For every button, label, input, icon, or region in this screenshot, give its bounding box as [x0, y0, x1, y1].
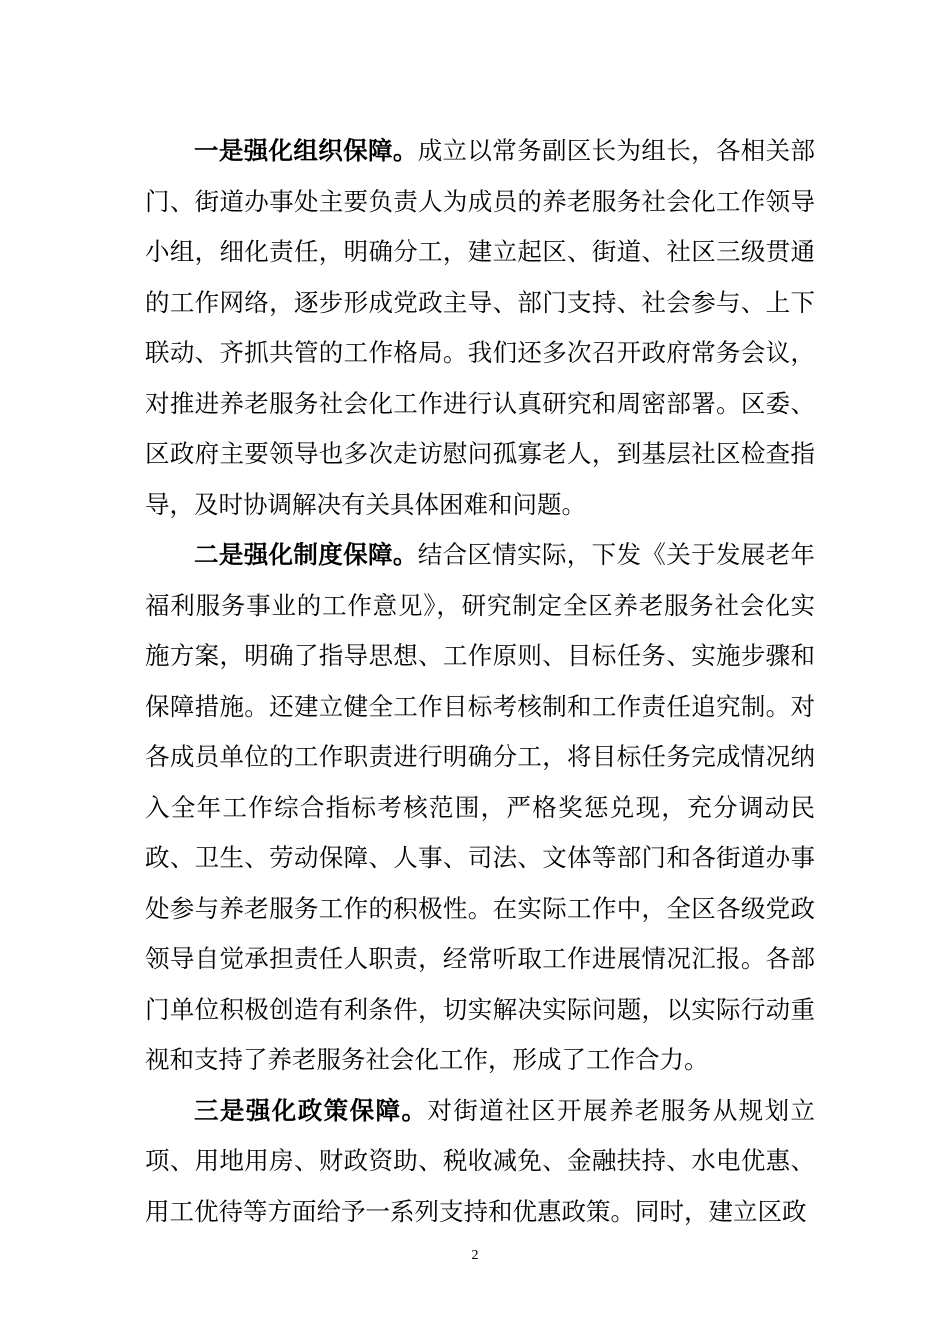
paragraph-system	[145, 530, 815, 1086]
paragraph-body: 对街道社区开展养老服务从规划立项、用地用房、财政资助、税收减免、金融扶持、水电优惠、用工优待等方面给予一系列支持和优惠政策。同时，建立区政	[145, 1095, 816, 1226]
paragraph-body: 成立以常务副区长为组长，各相关部门、街道办事处主要负责人为成员的养老服务社会化工作领导小组，细化责任，明确分工，建立起区、街道、社区三级贯通的工作网络，逐步形成党政主导、部门支持、社会参与、上下联动、齐抓共管的工作格局。我们还多次召开政府常务会议，对推进养老服务社会化工作进行认真研究和周密部署。区委、区政府主要领导也多次走访慰问孤寡老人，到基层社区检查指导，及时协调解决有关具体困难和问题。	[145, 136, 815, 519]
paragraph-lead: 三是强化政策保障。	[194, 1095, 428, 1125]
paragraph-lead: 二是强化制度保障。	[194, 540, 418, 569]
paragraph-policy	[145, 1086, 815, 1238]
page-number: 2	[471, 1248, 479, 1263]
paragraph-lead: 一是强化组织保障。	[194, 136, 418, 165]
paragraph-organization	[145, 126, 815, 530]
paragraph-body: 结合区情实际，下发《关于发展老年福利服务事业的工作意见》，研究制定全区养老服务社会化实施方案，明确了指导思想、工作原则、目标任务、实施步骤和保障措施。还建立健全工作目标考核制和工作责任追究制。对各成员单位的工作职责进行明确分工，将目标任务完成情况纳入全年工作综合指标考核范围，严格奖惩兑现，充分调动民政、卫生、劳动保障、人事、司法、文体等部门和各街道办事处参与养老服务工作的积极性。在实际工作中，全区各级党政领导自觉承担责任人职责，经常听取工作进展情况汇报。各部门单位积极创造有利条件，切实解决实际问题，以实际行动重视和支持了养老服务社会化工作，形成了工作合力。	[145, 540, 815, 1074]
body-text	[145, 126, 815, 1237]
